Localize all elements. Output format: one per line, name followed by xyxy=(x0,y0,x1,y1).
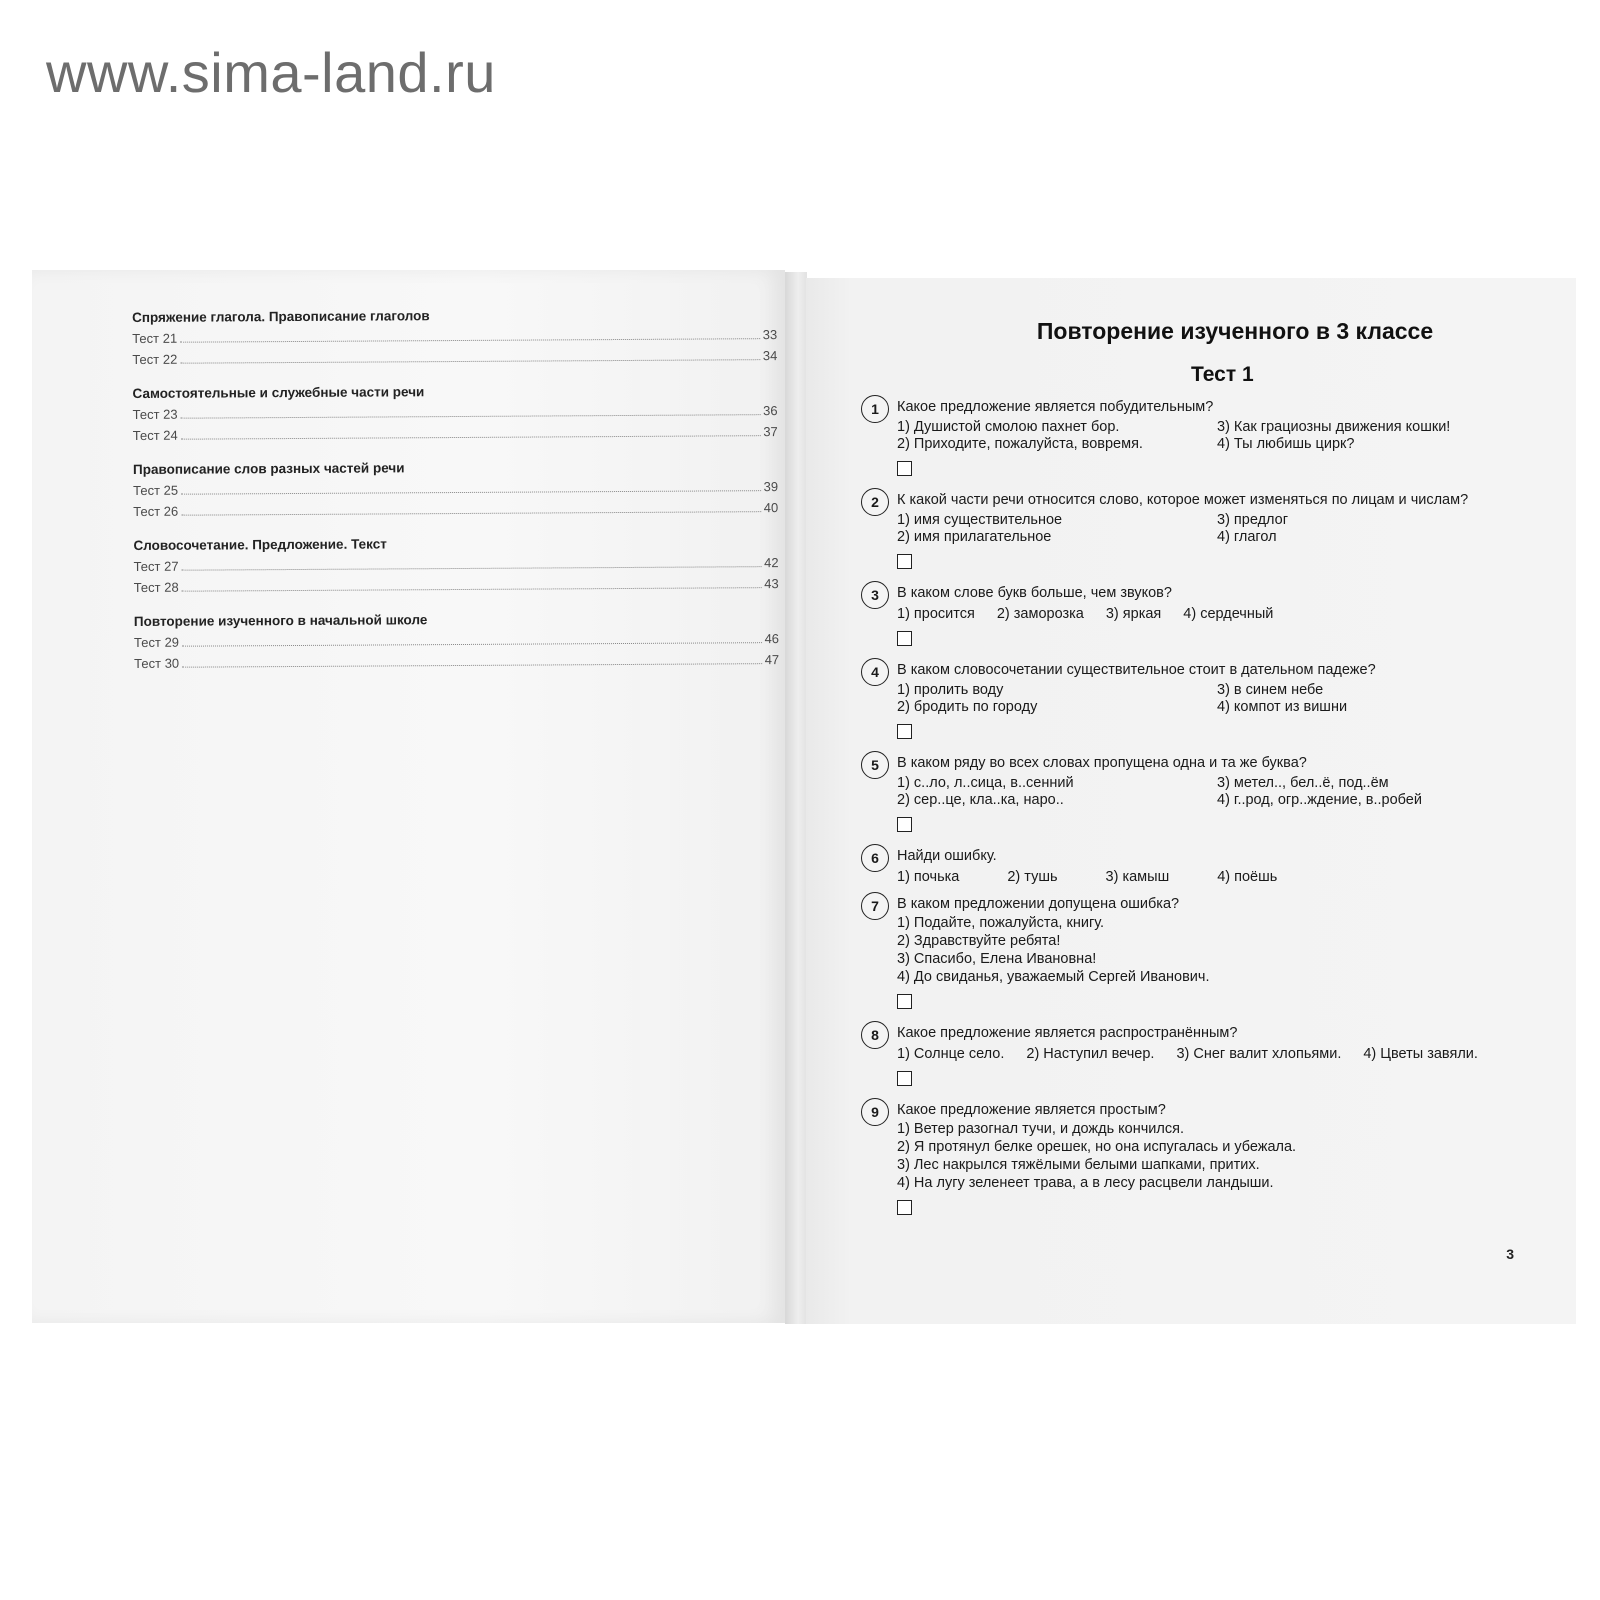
toc-heading: Правописание слов разных частей речи xyxy=(132,460,405,477)
answer-option: 3) Снег валит хлопьями. xyxy=(1176,1046,1342,1062)
question-number: 2 xyxy=(861,488,889,516)
answer-option: 1) пролить воду xyxy=(897,682,1004,698)
answer-option: 3) Лес накрылся тяжёлыми белыми шапками, притих. xyxy=(897,1157,1260,1173)
answer-option: 2) Приходите, пожалуйста, вовремя. xyxy=(897,436,1143,452)
answer-option: 1) Солнце село. xyxy=(897,1046,1005,1062)
toc-section xyxy=(133,458,778,525)
question xyxy=(861,844,1551,886)
answer-checkbox[interactable] xyxy=(897,817,912,832)
toc-row xyxy=(134,652,779,677)
answer-option: 2) тушь xyxy=(1007,869,1058,885)
answer-option: 2) Я протянул белке орешек, но она испугалась и убежала. xyxy=(897,1139,1297,1155)
toc-dots xyxy=(182,642,762,647)
toc-row-page: 34 xyxy=(762,348,778,364)
toc-row-label: Тест 29 xyxy=(133,634,180,650)
answer-option: 1) Душистой смолою пахнет бор. xyxy=(897,419,1120,435)
toc-row-page: 47 xyxy=(764,652,780,668)
answer-option: 2) бродить по городу xyxy=(897,699,1038,715)
test-title: Тест 1 xyxy=(1191,363,1254,386)
toc-section xyxy=(134,610,779,677)
question xyxy=(861,1021,1551,1086)
watermark-text: www.sima-land.ru xyxy=(46,41,496,104)
answer-option: 1) Ветер разогнал тучи, и дождь кончился. xyxy=(897,1121,1184,1137)
answer-options xyxy=(897,419,1551,453)
toc-row-page: 37 xyxy=(763,424,778,440)
answer-options xyxy=(897,682,1551,716)
toc-row-label: Тест 27 xyxy=(133,558,179,574)
answer-option: 3) Как грациозны движения кошки! xyxy=(1217,419,1451,435)
toc-heading: Повторение изученного в начальной школе xyxy=(133,612,428,629)
question-text: В каком ряду во всех словах пропущена одна и та же буква? xyxy=(897,755,1307,771)
question xyxy=(861,751,1551,832)
toc-row xyxy=(133,500,778,525)
answer-option: 2) сер..це, кла..ка, наро.. xyxy=(897,792,1064,808)
toc-dots xyxy=(181,414,761,419)
question xyxy=(861,658,1551,739)
answer-option: 2) заморозка xyxy=(996,606,1084,622)
answer-option: 2) имя прилагательное xyxy=(897,529,1052,545)
toc-heading: Словосочетание. Предложение. Текст xyxy=(133,536,387,553)
question xyxy=(861,395,1551,476)
answer-option: 3) камыш xyxy=(1105,869,1170,885)
answer-option: 4) До свиданья, уважаемый Сергей Иванович. xyxy=(897,969,1210,985)
answer-checkbox[interactable] xyxy=(897,461,912,476)
toc-row-page: 33 xyxy=(762,327,778,343)
question-number: 1 xyxy=(861,395,889,423)
question xyxy=(861,581,1551,646)
table-of-contents xyxy=(132,306,779,690)
answer-option: 3) предлог xyxy=(1217,512,1289,528)
answer-options xyxy=(897,605,1551,623)
question-number: 3 xyxy=(861,581,889,609)
answer-option: 4) г..род, огр..ждение, в..робей xyxy=(1217,792,1422,808)
toc-dots xyxy=(181,511,761,516)
question-number: 5 xyxy=(861,751,889,779)
answer-option: 4) глагол xyxy=(1217,529,1277,545)
answer-options xyxy=(897,1045,1551,1063)
book-spine xyxy=(785,272,807,1324)
question-text: Какое предложение является распространённым? xyxy=(897,1025,1238,1041)
toc-row-label: Тест 26 xyxy=(133,503,179,519)
question xyxy=(861,892,1551,1009)
answer-checkbox[interactable] xyxy=(897,994,912,1009)
toc-row-page: 43 xyxy=(764,576,779,592)
question-text: В каком словосочетании существительное стоит в дательном падеже? xyxy=(897,662,1376,678)
toc-row-page: 39 xyxy=(763,479,779,495)
question-number: 8 xyxy=(861,1021,889,1049)
answer-option: 4) поёшь xyxy=(1217,869,1278,885)
answer-options xyxy=(897,512,1551,546)
answer-option: 1) имя существительное xyxy=(897,512,1063,528)
question-text: В каком предложении допущена ошибка? xyxy=(897,896,1180,912)
toc-section xyxy=(133,534,778,601)
answer-option: 2) Здравствуйте ребята! xyxy=(897,933,1061,949)
toc-row-label: Тест 23 xyxy=(132,406,178,422)
question xyxy=(861,488,1551,569)
toc-row-label: Тест 21 xyxy=(132,330,178,346)
answer-options xyxy=(897,914,1551,986)
answer-options xyxy=(897,775,1551,809)
answer-checkbox[interactable] xyxy=(897,554,912,569)
test-content xyxy=(861,318,1551,1227)
question-number: 6 xyxy=(861,844,889,872)
toc-section xyxy=(132,306,777,373)
right-page xyxy=(806,278,1576,1324)
toc-row-label: Тест 25 xyxy=(133,482,179,498)
question-text: В каком слове букв больше, чем звуков? xyxy=(897,585,1172,601)
answer-option: 3) яркая xyxy=(1105,606,1162,622)
answer-option: 4) сердечный xyxy=(1183,606,1274,622)
answer-option: 2) Наступил вечер. xyxy=(1026,1046,1155,1062)
toc-dots xyxy=(181,435,761,440)
toc-row-label: Тест 28 xyxy=(133,579,179,595)
toc-row xyxy=(132,348,777,373)
toc-dots xyxy=(182,587,762,592)
toc-row-label: Тест 30 xyxy=(134,655,180,671)
answer-option: 4) На лугу зеленеет трава, а в лесу расцвели ландыши. xyxy=(897,1175,1274,1191)
toc-row-page: 40 xyxy=(763,500,779,516)
toc-row-page: 36 xyxy=(763,403,778,419)
toc-dots xyxy=(182,566,762,571)
question-number: 9 xyxy=(861,1098,889,1126)
answer-checkbox[interactable] xyxy=(897,1071,912,1086)
answer-option: 3) метел.., бел..ё, под..ём xyxy=(1217,775,1389,791)
question-text: К какой части речи относится слово, которое может изменяться по лицам и числам? xyxy=(897,492,1469,508)
answer-options xyxy=(897,868,1551,886)
toc-heading: Спряжение глагола. Правописание глаголов xyxy=(132,308,430,325)
toc-dots xyxy=(180,338,760,343)
answer-option: 1) с..ло, л..сица, в..сенний xyxy=(897,775,1074,791)
answer-option: 4) Ты любишь цирк? xyxy=(1217,436,1355,452)
answer-option: 3) Спасибо, Елена Ивановна! xyxy=(897,951,1097,967)
left-page xyxy=(32,270,785,1323)
toc-row xyxy=(134,576,779,601)
answer-checkbox[interactable] xyxy=(897,1200,912,1215)
answer-checkbox[interactable] xyxy=(897,724,912,739)
answer-option: 1) Подайте, пожалуйста, книгу. xyxy=(897,915,1105,931)
page-number: 3 xyxy=(1506,1246,1514,1262)
toc-dots xyxy=(181,490,761,495)
toc-dots xyxy=(180,359,760,364)
answer-checkbox[interactable] xyxy=(897,631,912,646)
answer-option: 4) Цветы завяли. xyxy=(1363,1046,1478,1062)
toc-heading: Самостоятельные и служебные части речи xyxy=(132,384,425,401)
question-text: Найди ошибку. xyxy=(897,848,997,864)
answer-option: 3) в синем небе xyxy=(1217,682,1324,698)
question-number: 4 xyxy=(861,658,889,686)
question-number: 7 xyxy=(861,892,889,920)
question-text: Какое предложение является побудительным? xyxy=(897,399,1214,415)
toc-row xyxy=(133,424,778,449)
toc-row-label: Тест 24 xyxy=(132,427,178,443)
answer-option: 1) почька xyxy=(897,869,960,885)
answer-options xyxy=(897,1120,1551,1192)
question xyxy=(861,1098,1551,1215)
page-title: Повторение изученного в 3 классе xyxy=(1036,318,1434,344)
toc-row-page: 46 xyxy=(764,631,780,647)
toc-row-page: 42 xyxy=(764,555,779,571)
toc-row-label: Тест 22 xyxy=(132,351,178,367)
answer-option: 4) компот из вишни xyxy=(1217,699,1348,715)
answer-option: 1) просится xyxy=(897,606,975,622)
question-text: Какое предложение является простым? xyxy=(897,1102,1166,1118)
toc-dots xyxy=(182,663,762,668)
toc-section xyxy=(132,382,777,449)
